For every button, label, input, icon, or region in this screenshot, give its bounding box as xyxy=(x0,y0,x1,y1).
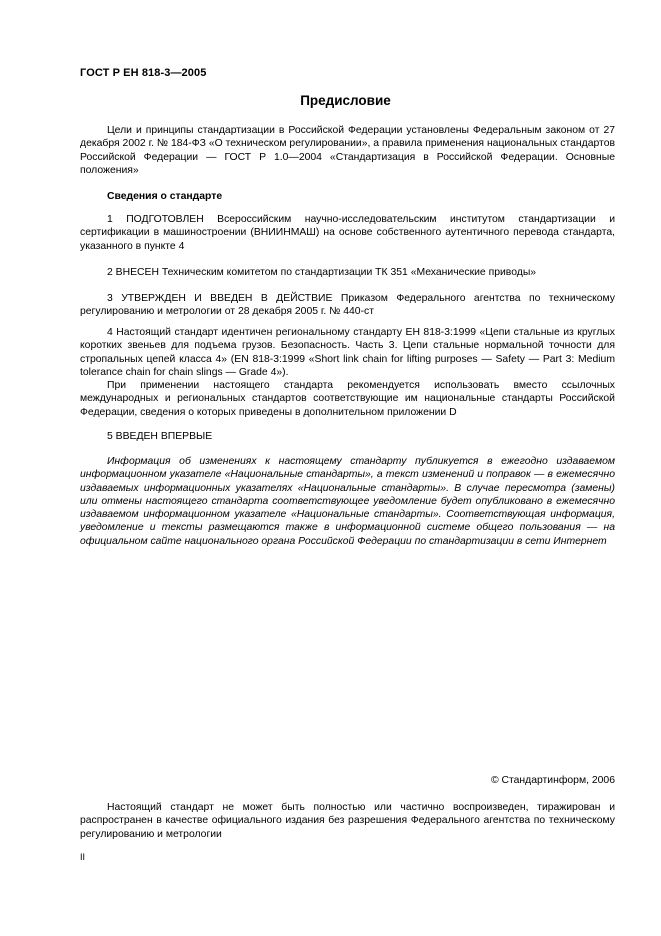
info-notice xyxy=(80,455,615,548)
page-title: Предисловие xyxy=(300,93,391,108)
standard-code: ГОСТ Р ЕН 818-3—2005 xyxy=(80,67,207,79)
item-2 xyxy=(80,266,615,279)
item-4-note: При применении настоящего стандарта рекомендуется использовать вместо ссылочных международных и региональных стандартов соответствующие им национальные стандарты Российской Федерации, сведения о которых приведены в дополнительном приложении D xyxy=(80,380,615,418)
item-1 xyxy=(80,213,615,253)
intro-paragraph xyxy=(80,124,615,177)
item-3 xyxy=(80,292,615,319)
item-3-text: 3 УТВЕРЖДЕН И ВВЕДЕН В ДЕЙСТВИЕ Приказом Федерального агентства по техническому регулированию и метрологии от 28 декабря 2005 г. № 440-ст xyxy=(80,293,615,318)
section-heading-text: Сведения о стандарте xyxy=(107,191,223,202)
info-notice-text: Информация об изменениях к настоящему стандарту публикуется в ежегодно издаваемом информационном указателе «Национальные стандарты», а текст изменений и поправок — в ежемесячно издаваемых информационных указателях «Национальные стандарты». В случае пересмотра (замены) или отмены настоящего стандарта соответствующее уведомление будет опубликовано в ежемесячно издаваемом информационном указателе «Национальные стандарты». Соответствующая информация, уведомление и тексты размещаются также в информационной системе общего пользования — на официальном сайте национального органа Российской Федерации по стандартизации в сети Интернет xyxy=(80,456,615,547)
item-5 xyxy=(80,430,615,443)
item-5-text: 5 ВВЕДЕН ВПЕРВЫЕ xyxy=(107,431,213,442)
item-4 xyxy=(80,326,615,419)
item-1-text: 1 ПОДГОТОВЛЕН Всероссийским научно-исследовательским институтом стандартизации и сертификации в машиностроении (ВНИИНМАШ) на основе собственного аутентичного перевода стандарта, указанного в пункте 4 xyxy=(80,214,615,252)
copyright: © Стандартинформ, 2006 xyxy=(490,775,615,786)
reproduction-notice xyxy=(80,801,615,841)
item-4-text: 4 Настоящий стандарт идентичен региональному стандарту ЕН 818-3:1999 «Цепи стальные из круглых коротких звеньев для подъема грузов. Безопасность. Часть 3. Цепи стальные нормальной точности для стропальных цепей класса 4» (EN 818-3:1999 «Short link chain for lifting purposes — Safety — Part 3: Medium tolerance chain for chain slings — Grade 4»). xyxy=(80,327,615,378)
page-number: II xyxy=(80,852,86,862)
item-2-text: 2 ВНЕСЕН Техническим комитетом по стандартизации ТК 351 «Механические приводы» xyxy=(107,267,537,278)
section-heading xyxy=(80,190,615,203)
intro-text: Цели и принципы стандартизации в Российской Федерации установлены Федеральным законом от 27 декабря 2002 г. № 184-ФЗ «О техническом регулировании», а правила применения национальных стандартов Российской Федерации — ГОСТ Р 1.0—2004 «Стандартизация в Российской Федерации. Основные положения» xyxy=(80,125,615,176)
reproduction-notice-text: Настоящий стандарт не может быть полностью или частично воспроизведен, тиражирован и распространен в качестве официального издания без разрешения Федерального агентства по техническому регулированию и метрологии xyxy=(80,802,615,840)
